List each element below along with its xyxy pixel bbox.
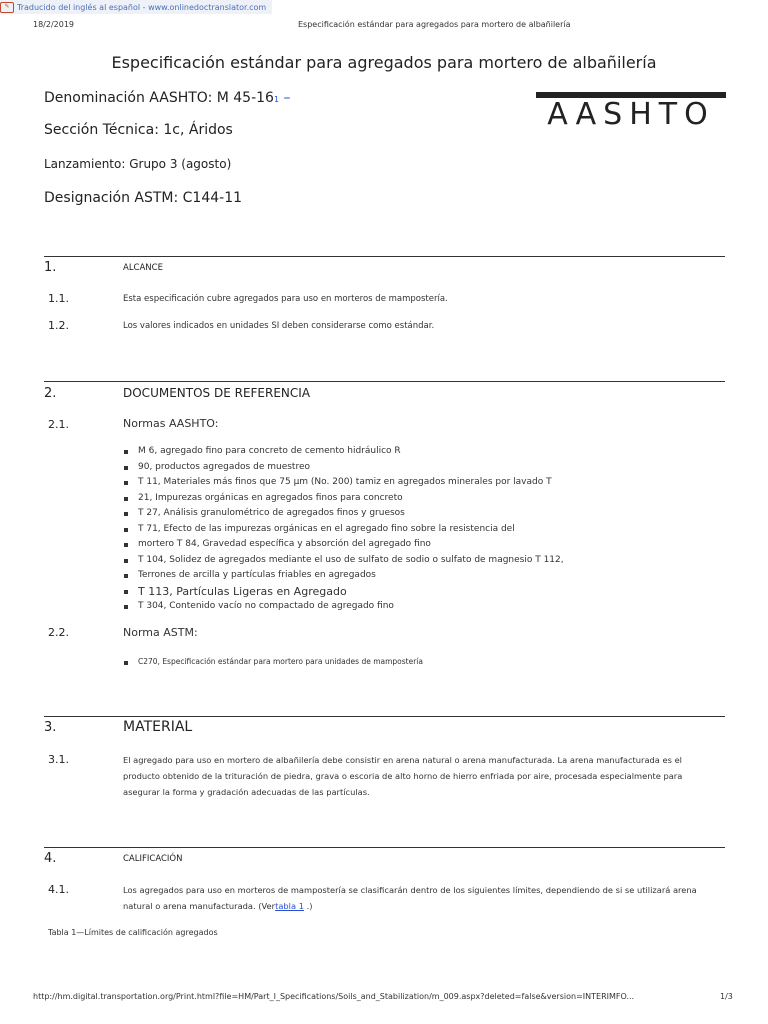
list-item: mortero T 84, Gravedad específica y absorción del agregado fino: [123, 537, 643, 553]
footnote-ref[interactable]: 1: [273, 95, 280, 104]
subsection-number: 2.1.: [48, 418, 69, 431]
print-date: 18/2/2019: [33, 20, 75, 29]
technical-section: Sección Técnica: 1c, Áridos: [44, 122, 233, 138]
list-item: T 27, Análisis granulométrico de agregados finos y gruesos: [123, 506, 643, 522]
section-number: 1.: [44, 260, 57, 275]
document-title: Especificación estándar para agregados para mortero de albañilería: [111, 53, 657, 72]
subsection-title: Norma ASTM:: [123, 626, 198, 639]
section-divider: [44, 716, 725, 717]
list-item: T 104, Solidez de agregados mediante el uso de sulfato de sodio o sulfato de magnesio T 112,: [123, 553, 643, 569]
list-item: T 113, Partículas Ligeras en Agregado: [123, 584, 643, 600]
astm-designation: Designación ASTM: C144-11: [44, 190, 243, 206]
aashto-designation-text: Denominación AASHTO: M 45-16: [44, 90, 274, 106]
subsection-number: 4.1.: [48, 883, 69, 896]
bullet: [124, 559, 128, 563]
list-item: M 6, agregado fino para concreto de cemento hidráulico R: [123, 444, 643, 460]
subsection-number: 1.1.: [48, 292, 69, 305]
translator-banner[interactable]: [0, 0, 272, 14]
section-number: 3.: [44, 720, 57, 735]
list-item: Terrones de arcilla y partículas friables en agregados: [123, 568, 643, 584]
list-item: T 304, Contenido vacío no compactado de agregado fino: [123, 599, 643, 615]
release-info: Lanzamiento: Grupo 3 (agosto): [44, 157, 232, 171]
document-translate-icon: ✎: [0, 2, 14, 13]
page-number: 1/3: [720, 992, 733, 1001]
bullet: [124, 528, 128, 532]
section-title: ALCANCE: [123, 263, 163, 273]
bullet: [124, 590, 128, 594]
list-item: 90, productos agregados de muestreo: [123, 460, 643, 476]
bullet: [124, 661, 128, 665]
table-1-link[interactable]: tabla 1: [275, 901, 304, 911]
list-item: T 71, Efecto de las impurezas orgánicas en el agregado fino sobre la resistencia del: [123, 522, 643, 538]
subsection-title: Normas AASHTO:: [123, 417, 219, 430]
paragraph: Los agregados para uso en morteros de mampostería se clasificarán dentro de los siguientes límites, dependiendo de si se utilizará arena natural o arena manufacturada. (Vertabla 1 .): [123, 885, 697, 911]
subsection-number: 1.2.: [48, 319, 69, 332]
list-item: 21, Impurezas orgánicas en agregados finos para concreto: [123, 491, 643, 507]
translator-banner-text: Traducido del inglés al español - www.onlinedoctranslator.com: [17, 2, 267, 12]
subsection-text: Esta especificación cubre agregados para uso en morteros de mampostería.: [123, 294, 448, 304]
subsection-number: 2.2.: [48, 626, 69, 639]
aashto-designation: [44, 90, 291, 106]
astm-reference-item: C270, Especificación estándar para mortero para unidades de mampostería: [123, 657, 423, 666]
section-number: 4.: [44, 851, 57, 866]
section-divider: [44, 381, 725, 382]
print-header-title: Especificación estándar para agregados para mortero de albañilería: [298, 20, 571, 29]
bullet: [124, 450, 128, 454]
bullet: [124, 481, 128, 485]
aashto-logo: [536, 92, 726, 132]
subsection-number: 3.1.: [48, 753, 69, 766]
bullet: [124, 605, 128, 609]
table-caption: Tabla 1—Límites de calificación agregados: [48, 928, 218, 937]
footer-url: http://hm.digital.transportation.org/Print.html?file=HM/Part_I_Specifications/Soils_and_Stabilization/m_009.aspx?deleted=false&version=INTERIMFO...: [33, 992, 635, 1001]
section-title: MATERIAL: [123, 719, 193, 735]
aashto-reference-list: [123, 444, 643, 615]
bullet: [124, 574, 128, 578]
section-title: CALIFICACIÓN: [123, 854, 183, 864]
paragraph: El agregado para uso en mortero de albañilería debe consistir en arena natural o arena manufacturada. La arena manufacturada es el producto obtenido de la trituración de piedra, grava o escoria de alto horno de hierro enfriada por aire, procesada especialmente para asegurar la forma y gradación adecuadas de las partículas.: [123, 755, 683, 797]
section-divider: [44, 847, 725, 848]
list-item: T 11, Materiales más finos que 75 µm (No. 200) tamiz en agregados minerales por lavado T: [123, 475, 643, 491]
bullet: [124, 497, 128, 501]
section-divider: [44, 256, 725, 257]
bullet: [124, 466, 128, 470]
bullet: [124, 543, 128, 547]
section-number: 2.: [44, 386, 57, 401]
bullet: [124, 512, 128, 516]
logo-text: AASHTO: [547, 97, 715, 132]
subsection-text: Los valores indicados en unidades SI deben considerarse como estándar.: [123, 321, 435, 331]
section-title: DOCUMENTOS DE REFERENCIA: [123, 386, 311, 400]
aashto-dash: –: [283, 90, 291, 106]
